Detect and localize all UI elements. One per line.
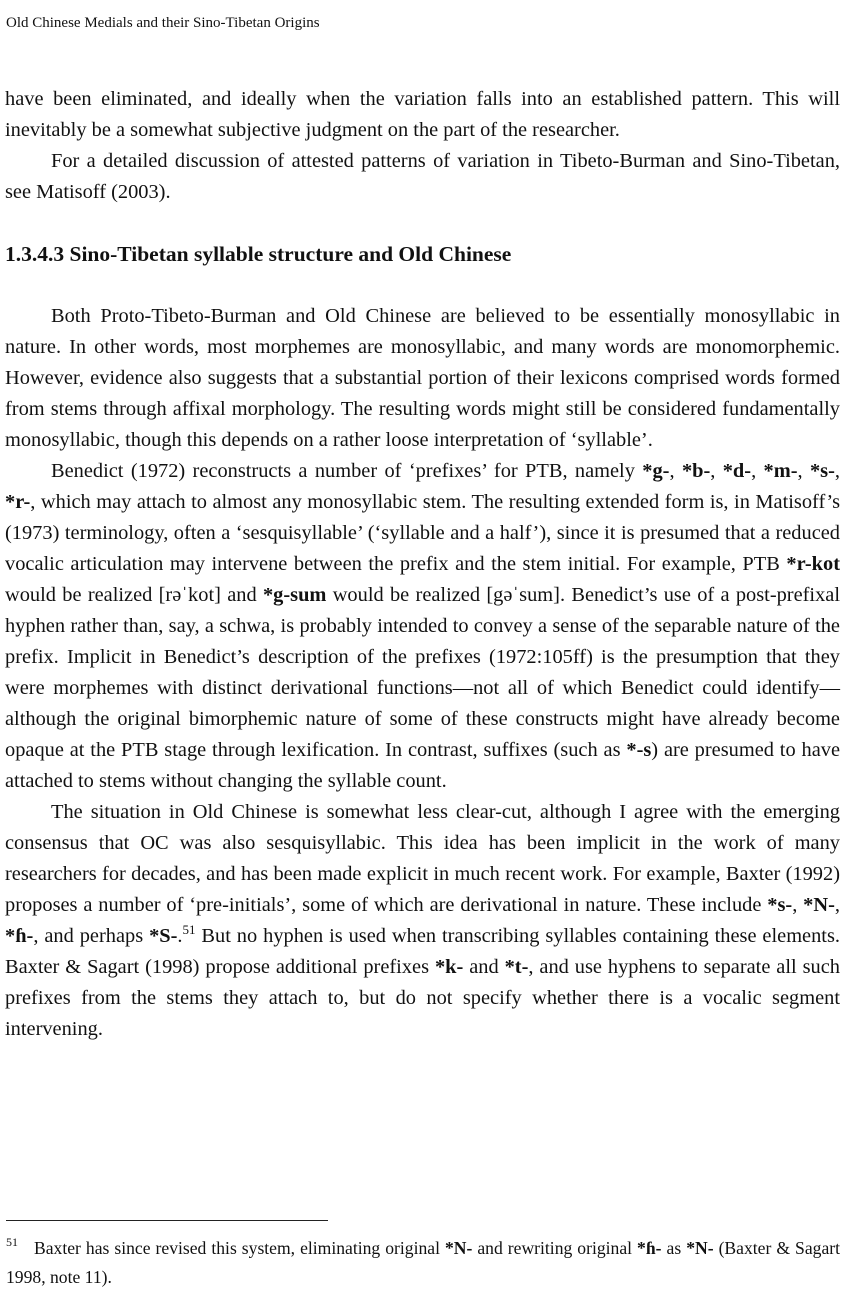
suffix-term: *-s [626,739,652,761]
text-span: and [463,956,505,978]
prefix-term: *s- [809,460,835,482]
separator: , [834,894,840,916]
continued-text [5,84,840,208]
separator: , [834,460,841,482]
example-form: *g-sum [262,584,327,606]
paragraph-old-chinese [5,797,840,1045]
text-span: as [661,1238,687,1258]
text-span: The situation in Old Chinese is somewhat less clear-cut, although I agree with the emerging consensus that OC was also sesquisyllabic. This idea has been implicit in the work of many researchers for decades, and has been made explicit in much recent work. For example, Baxter (1992) proposes a number of ‘pre-initials’, some of which are derivational in nature. These include [5,801,840,916]
separator: , [751,460,764,482]
text-span: Benedict (1972) reconstructs a number of ‘prefixes’ for PTB, namely [51,460,643,482]
prefix-term: *t- [504,956,529,978]
prefix-term: *d- [722,460,752,482]
text-span: would be realized [gəˈsum]. Benedict’s use of a post-prefixal hyphen rather than, say, a schwa, is probably intended to convey a sense of the separable nature of the prefix. Implicit in Benedict’s description of the prefixes (1972:105ff) is the presumption that they were morphemes with distinct derivational functions—not all of which Benedict could identify—although the original bimorphemic nature of some of these constructs might have already become opaque at the PTB stage through lexification. In contrast, suffixes (such as [5,584,841,761]
paragraph-monosyllabic: Both Proto-Tibeto-Burman and Old Chinese are believed to be essentially monosyllabic in nature. In other words, most morphemes are monosyllabic, and many words are monomorphemic. However, evidence also suggests that a substantial portion of their lexicons comprised words formed from stems through affixal morphology. The resulting words might still be considered fundamentally monosyllabic, though this depends on a rather loose interpretation of ‘syllable’. [5,305,840,451]
separator: , [797,460,810,482]
separator: , [710,460,723,482]
text-span: ) are presumed to have attached to stems without changing the syllable count. [5,739,841,792]
running-head: Old Chinese Medials and their Sino-Tibetan Origins [6,15,320,31]
paragraph-matisoff-reference: For a detailed discussion of attested patterns of variation in Tibeto-Burman and Sino-Tibetan, see Matisoff (2003). [5,150,840,203]
section-heading: 1.3.4.3 Sino-Tibetan syllable structure and Old Chinese [5,242,512,266]
text-span: Baxter has since revised this system, eliminating original [34,1238,445,1258]
pre-initial-term: *s- [767,894,793,916]
footnote-reference[interactable]: 51 [182,922,196,937]
section-body [5,301,840,1045]
pre-initial-term: *S- [149,925,178,947]
pre-initial-term: *N- [686,1238,714,1258]
footnote-divider [6,1220,328,1221]
footnote [6,1234,840,1292]
text-span: But no hyphen is used when transcribing syllables containing these elements. Baxter & Sagart (1998) propose additional prefixes [5,925,840,978]
text-span: (Baxter & Sagart 1998, note 11). [6,1238,840,1287]
paragraph-continued: have been eliminated, and ideally when the variation falls into an established pattern. This will inevitably be a somewhat subjective judgment on the part of the researcher. [5,88,840,141]
text-span: , which may attach to almost any monosyllabic stem. The resulting extended form is, in Matisoff’s (1973) terminology, often a ‘sesquisyllable’ (‘syllable and a half’), since it is presumed that a reduced vocalic articulation may intervene between the prefix and the stem initial. For example, PTB [5,491,840,575]
footnote-number: 51 [6,1235,18,1249]
text-span: would be realized [rəˈkot] and [5,584,263,606]
pre-initial-term: *N- [444,1238,473,1258]
separator: , [669,460,682,482]
pre-initial-term: *ɦ- [637,1238,662,1258]
text-span: . [177,925,183,947]
prefix-term: *r- [5,491,31,513]
pre-initial-term: *ɦ- [5,925,34,947]
separator: , [792,894,804,916]
text-span: , and perhaps [33,925,150,947]
text-span: , and use hyphens to separate all such prefixes from the stems they attach to, but do not specify whether there is a vocalic segment intervening. [5,956,840,1040]
paragraph-benedict-prefixes [5,456,840,797]
example-form: *r-kot [786,553,840,575]
pre-initial-term: *N- [803,894,835,916]
prefix-term: *b- [681,460,711,482]
prefix-term: *g- [642,460,670,482]
prefix-term: *m- [763,460,798,482]
prefix-term: *k- [434,956,464,978]
text-span: and rewriting original [472,1238,638,1258]
